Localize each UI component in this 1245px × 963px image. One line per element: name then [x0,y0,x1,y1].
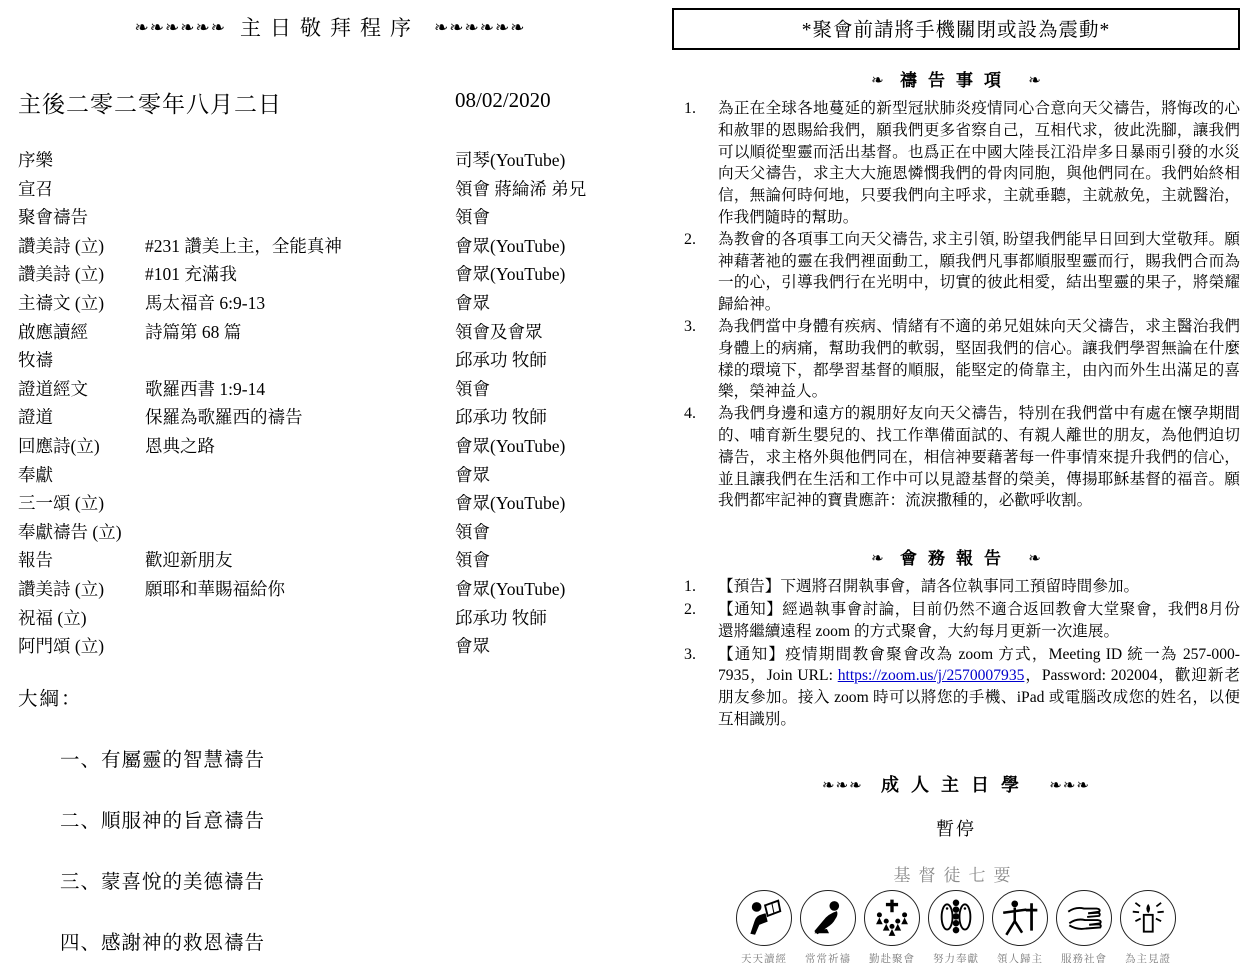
program-item: 主禱文 (立) [18,292,105,313]
program-detail [145,518,455,547]
date-numeric: 08/02/2020 [455,88,551,112]
floral-ornament-icon: ❧ [871,73,884,89]
program-item: 回應詩(立) [18,435,100,456]
program-leader: 會眾(YouTube) [455,435,566,456]
essential-label: 努力奉獻 [933,952,979,963]
prayer-item-text: 為正在全球各地蔓延的新型冠狀肺炎疫情同心合意向天父禱告，將悔改的心和赦罪的恩賜給我們，願我們更多省察自己，互相代求，彼此洗腳，讓我們可以順從聖靈而活出基督。也爲正在中國大陸長江沿岸多日暴雨引發的水災向天父禱告，求主大大施恩憐憫我們的骨肉同胞，與他們同在。我們始終相信，無論何時何地，只要我們向主呼求，主就垂聽，主就赦免，主就醫治，作我們隨時的幫助。 [718,100,1240,226]
prayer-item-text: 為教會的各項事工向天父禱告, 求主引領, 盼望我們能早日回到大堂敬拜。願神藉著祂的靈在我們裡面動工，願我們凡事都順服聖靈而行，賜我們合而為一的心，引導我們行在光明中，切實的彼此相愛，結出聖靈的果子，將榮耀歸給神。 [718,230,1240,314]
prayer-item [672,229,1240,316]
program-row [0,575,660,604]
outline-item: 三、蒙喜悅的美德禱告 [60,871,266,893]
essential-item [734,890,794,963]
program-row [0,260,660,289]
program-leader: 領會 [455,207,490,228]
program-item: 奉獻禱告 (立) [18,521,122,542]
program-item: 啟應讀經 [18,321,88,342]
list-number: 3. [684,317,696,335]
program-detail [145,604,455,633]
announcement-item [672,576,1240,598]
essential-label: 領人歸主 [997,952,1043,963]
list-number: 4. [684,405,696,423]
program-item: 牧禱 [18,350,53,371]
prayer-items-list [672,98,1240,512]
program-leader: 邱承功 牧師 [455,350,547,371]
phone-notice-text: *聚會前請將手機關閉或設為震動* [801,20,1111,41]
program-leader: 領會 蔣綸浠 弟兄 [455,178,587,199]
program-row [0,432,660,461]
worship-program-list [0,146,660,661]
program-item: 讚美詩 (立) [18,578,105,599]
program-row [0,289,660,318]
program-row [0,403,660,432]
essential-label: 勤赴聚會 [869,952,915,963]
essential-label: 天天讀經 [741,952,787,963]
lead-people-icon [992,890,1048,946]
right-column [672,0,1240,963]
program-leader: 邱承功 牧師 [455,607,547,628]
program-item: 讚美詩 (立) [18,264,105,285]
prayer-item [672,316,1240,403]
program-row [0,632,660,661]
program-detail [145,203,455,232]
program-row [0,489,660,518]
program-item: 序樂 [18,150,53,170]
witness-icon [1120,890,1176,946]
program-item: 讚美詩 (立) [18,235,105,256]
announcements-section-header [672,544,1240,569]
program-leader: 領會 [455,378,490,399]
floral-ornament-icon: ❧ [1028,73,1041,89]
essential-label: 服務社會 [1061,952,1107,963]
essential-item [798,890,858,963]
seven-essentials-title: 基督徒七要 [893,865,1019,885]
offering-icon [928,890,984,946]
essential-label: 為主見證 [1125,952,1171,963]
program-row [0,518,660,547]
essential-item [1054,890,1114,963]
program-item: 三一頌 (立) [18,493,105,514]
essential-label: 常常祈禱 [805,952,851,963]
program-row [0,232,660,261]
adult-sunday-school-status: 暫停 [936,818,976,839]
announcement-text [718,644,1240,731]
announcement-text: 【通知】經過執事會討論，目前仍然不適合返回教會大堂聚會，我們8月份還將繼續遠程 zoom 的方式聚會，大約每月更新一次進展。 [718,600,1240,640]
program-item: 聚會禱告 [18,207,88,228]
program-row [0,318,660,347]
program-leader: 領會及會眾 [455,321,543,342]
pray-icon [800,890,856,946]
announcement-text: 【預告】下週將召開執事會，請各位執事同工預留時間參加。 [718,578,1140,596]
announcements-list [672,576,1240,731]
program-leader: 會眾 [455,636,490,657]
program-leader: 領會 [455,521,490,542]
program-leader: 邱承功 牧師 [455,407,547,428]
program-detail [145,175,455,204]
program-item: 證道 [18,407,53,428]
program-detail: #101 充滿我 [145,264,237,285]
bulletin-title-row [0,12,660,42]
program-leader: 會眾 [455,464,490,485]
essential-item [1118,890,1178,963]
program-item: 證道經文 [18,378,88,399]
program-item: 阿門頌 (立) [18,636,105,657]
date-row [0,86,660,116]
program-leader: 司琴(YouTube) [455,150,566,170]
program-detail [145,632,455,661]
list-number: 3. [684,645,696,663]
program-leader: 會眾(YouTube) [455,235,566,256]
prayer-item-text: 為我們當中身體有疾病、情緒有不適的弟兄姐妹向天父禱告，求主醫治我們身體上的病痛，幫助我們的軟弱，堅固我們的信心。讓我們學習無論在什麼樣的環境下，都學習基督的順服，能堅定的倚靠主，由內而外生出滿足的喜樂，榮神益人。 [718,317,1240,401]
program-detail [145,346,455,375]
program-leader: 會眾(YouTube) [455,493,566,514]
list-number: 1. [684,100,696,117]
program-leader: 會眾(YouTube) [455,264,566,285]
read-bible-icon [736,890,792,946]
program-detail [145,489,455,518]
essential-item [926,890,986,963]
outline-item: 一、有屬靈的智慧禱告 [60,749,266,771]
program-row [0,375,660,404]
program-item: 宣召 [18,178,53,199]
program-item: 報告 [18,550,53,571]
essential-item [862,890,922,963]
floral-ornament-icon: ❧ [1028,551,1041,568]
announcement-text-before: 【通知】疫情期間教會聚會改為 zoom 方式，Meeting ID 統一為 257-000-7935，Join URL: [718,645,1240,685]
list-number: 2. [684,230,696,248]
essential-item [990,890,1050,963]
program-leader: 會眾(YouTube) [455,578,566,599]
phone-notice-box [672,8,1240,50]
list-number: 2. [684,600,696,618]
floral-ornament-icon: ❧ [871,551,884,568]
sermon-outline-list [0,744,660,955]
attend-meeting-icon [864,890,920,946]
program-item: 奉獻 [18,464,53,485]
program-detail [145,146,455,175]
program-detail: 願耶和華賜福給你 [145,578,285,599]
adult-sunday-school-text: 成人主日學 [881,774,1031,795]
date-chinese: 主後二零二零年八月二日 [18,92,282,117]
announcement-item [672,644,1240,731]
prayer-section-header [672,66,1240,91]
program-detail: #231 讚美上主，全能真神 [145,235,342,256]
program-detail: 馬太福音 6:9-13 [145,292,266,313]
program-detail: 詩篇第 68 篇 [145,321,242,342]
floral-ornament-icon: ❧❧❧ [1049,777,1090,794]
floral-ornament-icon: ❧❧❧❧❧❧ [134,18,226,37]
prayer-item-text: 為我們身邊和遠方的親朋好友向天父禱告，特別在我們當中有處在懷孕期間的、哺育新生嬰兒的、找工作準備面試的、有親人離世的朋友，為他們迫切禱告，求主格外與他們同在，相信神要藉著每一件事情來提升我們的信心，並且讓我們在生活和工作中可以見證基督的榮美，傳揚耶穌基督的福音。願我們都牢記神的寶貴應許：流淚撒種的，必歡呼收割。 [718,405,1240,510]
program-row [0,146,660,175]
serve-society-icon [1056,890,1112,946]
adult-sunday-school-header [672,771,1240,797]
list-number: 1. [684,578,696,596]
prayer-item [672,98,1240,229]
floral-ornament-icon: ❧❧❧❧❧❧ [434,18,526,37]
program-detail: 歌羅西書 1:9-14 [145,378,266,399]
outline-item: 二、順服神的旨意禱告 [60,810,266,832]
announcement-item [672,599,1240,643]
program-row [0,203,660,232]
program-detail: 歡迎新朋友 [145,550,233,571]
announcements-header-text: 會務報告 [900,549,1012,569]
outline-item: 四、感謝神的救恩禱告 [60,932,266,954]
program-row [0,175,660,204]
program-leader: 會眾 [455,292,490,313]
program-item: 祝福 (立) [18,607,87,628]
program-detail: 恩典之路 [145,435,215,456]
page-title: 主日敬拜程序 [240,16,420,40]
program-detail: 保羅為歌羅西的禱告 [145,407,303,428]
floral-ornament-icon: ❧❧❧ [822,777,863,794]
program-row [0,604,660,633]
program-row [0,461,660,490]
zoom-join-link[interactable]: https://zoom.us/j/2570007935 [837,667,1025,685]
program-row [0,546,660,575]
prayer-header-text: 禱告事項 [900,71,1012,90]
seven-essentials-icons-row [672,890,1240,963]
program-detail [145,461,455,490]
announcement-text-after: ，Password: 202004，歡迎新老朋友參加。接入 zoom 時可以將您的手機、iPad 或電腦改成您的姓名，以便互相識別。 [718,667,1241,728]
sermon-outline-heading: 大綱： [18,688,83,710]
program-row [0,346,660,375]
prayer-item [672,403,1240,512]
program-leader: 領會 [455,550,490,571]
